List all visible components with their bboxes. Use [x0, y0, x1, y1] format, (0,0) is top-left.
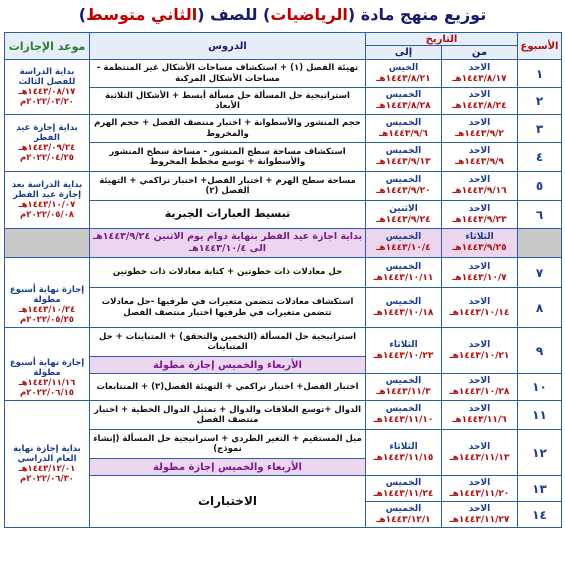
- title-text-1: توزيع منهج مادة (: [347, 5, 487, 24]
- day-to: الخميس: [385, 146, 422, 156]
- day-from: الاحد: [468, 62, 491, 73]
- hijri-date-to: ١٤٤٣/١٢/١هـ: [376, 514, 431, 525]
- hijri-date-to: ١٤٤٣/١١/١٠هـ: [373, 415, 434, 425]
- hijri-date-from: ١٤٤٣/٩/١٦هـ: [452, 186, 507, 196]
- header-week: الأسبوع: [518, 33, 562, 60]
- hijri-date-from: ١٤٤٣/١١/١٣هـ: [449, 452, 510, 463]
- lesson-text: حجم المنشور والأسطوانة + اختبار منتصف الفصل + حجم الهرم والمخروط: [90, 115, 366, 143]
- date-from: [442, 374, 518, 401]
- week-number: ١٢: [518, 430, 562, 476]
- lesson-text: ميل المستقيم + التغير الطردي + استراتيجية حل المسألة (إنشاء نموذج): [90, 430, 366, 459]
- week-number: ٧: [518, 258, 562, 288]
- day-to: الثلاثاء: [389, 339, 418, 350]
- hijri-date-from: ١٤٤٣/١٠/١٤هـ: [449, 307, 510, 318]
- hijri-date-from: ١٤٤٣/١١/٦هـ: [452, 415, 507, 425]
- hijri-date-from: ١٤٤٣/٩/٢هـ: [455, 128, 504, 139]
- day-to: الخميس: [385, 477, 422, 488]
- date-to: [366, 143, 442, 172]
- holiday-empty: [5, 229, 90, 258]
- vacation-note: الأربعاء والخميس إجازة مطولة: [90, 357, 366, 374]
- hijri-date-from: ١٤٤٣/٨/١٧هـ: [452, 73, 507, 84]
- day-from: الاحد: [468, 261, 491, 272]
- week-number: ٩: [518, 328, 562, 374]
- table-row: [5, 60, 562, 88]
- week-number: ٤: [518, 143, 562, 172]
- week-number: ١٠: [518, 374, 562, 401]
- holiday-hijri-date: ١٤٤٣/١٠/٢٤هـ: [18, 305, 76, 315]
- day-from: الاحد: [468, 441, 491, 452]
- day-to: الخميس: [385, 117, 422, 128]
- date-from: [442, 60, 518, 88]
- title-grade: الثاني متوسط: [86, 5, 198, 24]
- holiday-gregorian-date: ٢٠٢٢/٠٦/٣٠م: [20, 474, 74, 484]
- lesson-text: الدوال +توسع العلاقات والدوال + تمثيل الدوال الخطية + اختبار منتصف الفصل: [90, 401, 366, 430]
- day-from: الاحد: [468, 296, 491, 307]
- holiday-gregorian-date: ٢٠٢٢/٠٣/٢٠م: [20, 97, 74, 107]
- hijri-date-to: ١٤٤٣/٨/٢٨هـ: [376, 101, 431, 111]
- lesson-text: تبسيط العبارات الجبرية: [90, 201, 366, 229]
- hijri-date-from: ١٤٤٣/٩/٩هـ: [455, 157, 504, 167]
- hijri-date-to: ١٤٤٣/١٠/١٨هـ: [373, 307, 434, 318]
- date-to: [366, 60, 442, 88]
- date-to: [366, 374, 442, 401]
- date-to: [366, 258, 442, 288]
- holiday-note-2: [5, 115, 90, 172]
- hijri-date-to: ١٤٤٣/٩/١٣هـ: [376, 157, 431, 167]
- week-number: ١٤: [518, 502, 562, 528]
- date-from: [442, 201, 518, 229]
- hijri-date-to: ١٤٤٣/١١/٢٤هـ: [373, 488, 434, 499]
- eid-holiday-row: [5, 229, 562, 258]
- date-from: [442, 328, 518, 374]
- date-to: [366, 401, 442, 430]
- day-from: الاحد: [468, 175, 491, 185]
- date-from: [442, 502, 518, 528]
- hijri-date-to: ١٤٤٣/١٠/٢٣هـ: [373, 350, 434, 361]
- hijri-date-from: ١٤٤٣/١١/٢٠هـ: [449, 488, 510, 499]
- date-to: [366, 476, 442, 502]
- hijri-date-to: ١٤٤٣/١١/١٥هـ: [373, 452, 434, 463]
- date-to: [366, 88, 442, 115]
- day-to: الخميس: [385, 404, 422, 414]
- day-from: الاحد: [468, 117, 491, 128]
- hijri-date-to: ١٤٤٣/٨/٢١هـ: [376, 73, 431, 84]
- holiday-hijri-date: ١٤٤٣/١٢/٠١هـ: [18, 464, 76, 474]
- hijri-date-to: ١٤٤٣/١٠/٤هـ: [376, 243, 431, 253]
- date-to: [366, 328, 442, 374]
- week-number-empty: [518, 229, 562, 258]
- week-number: ٦: [518, 201, 562, 229]
- holiday-hijri-date: ١٤٤٣/٠٨/١٧هـ: [18, 87, 76, 97]
- date-to: [366, 229, 442, 258]
- hijri-date-from: ١٤٤٣/٩/٢٣هـ: [452, 214, 507, 225]
- lesson-text: حل معادلات ذات خطوتين + كتابة معادلات ذات خطوتين: [90, 258, 366, 288]
- title-text-3: ): [78, 5, 87, 24]
- day-to: الخميس: [385, 376, 422, 386]
- holiday-note-6: [5, 401, 90, 528]
- date-from: [442, 288, 518, 328]
- day-to: الاثنين: [389, 203, 418, 214]
- hijri-date-to: ١٤٤٣/٩/٢٤هـ: [376, 214, 431, 225]
- hijri-date-to: ١٤٤٣/٩/٢٠هـ: [376, 186, 431, 196]
- date-to: [366, 115, 442, 143]
- holiday-note-3: [5, 172, 90, 229]
- day-from: الاحد: [468, 503, 491, 514]
- day-to: الخميس: [385, 90, 422, 100]
- date-to: [366, 288, 442, 328]
- hijri-date-from: ١٤٤٣/١٠/٧هـ: [452, 272, 507, 283]
- table-row: [5, 328, 562, 357]
- holiday-gregorian-date: ٢٠٢٢/٠٦/١٥م: [20, 388, 74, 398]
- day-to: الخميس: [385, 232, 422, 242]
- day-from: الاحد: [468, 477, 491, 488]
- holiday-gregorian-date: ٢٠٢٢/٠٥/٠٨م: [20, 210, 74, 220]
- day-from: الاحد: [468, 339, 491, 350]
- vacation-note: الأربعاء والخميس إجازة مطولة: [90, 459, 366, 476]
- hijri-date-from: ١٤٤٣/١١/٢٧هـ: [449, 514, 510, 525]
- date-from: [442, 476, 518, 502]
- holiday-gregorian-date: ٢٠٢٢/٠٤/٢٥م: [20, 153, 74, 163]
- lesson-text: استراتيجية حل المسألة (التخمين والتحقق) + المتباينات + حل المتباينات: [90, 328, 366, 357]
- day-from: الاحد: [468, 146, 491, 156]
- table-row: [5, 115, 562, 143]
- date-from: [442, 143, 518, 172]
- holiday-hijri-date: ١٤٤٣/١٠/٠٧هـ: [18, 200, 76, 210]
- lesson-text: استكشاف مساحة سطح المنشور - مساحة سطح المنشور والأسطوانة + توسع مخطط المخروط: [90, 143, 366, 172]
- day-from: الثلاثاء: [465, 232, 494, 242]
- date-to: [366, 502, 442, 528]
- date-from: [442, 258, 518, 288]
- eid-holiday-text: بداية اجازة عيد الفطر بنهاية دوام يوم الاثنين ١٤٤٣/٩/٢٤هـ الى ١٤٤٣/١٠/٤هـ: [90, 229, 366, 258]
- table-row: [5, 401, 562, 430]
- week-number: ٨: [518, 288, 562, 328]
- exams-label: الاختبارات: [90, 476, 366, 528]
- week-number: ١١: [518, 401, 562, 430]
- lesson-text: اختبار الفصل+ اختبار تراكمي + التهيئة الفصل(٣) + المتتابعات: [90, 374, 366, 401]
- hijri-date-from: ١٤٤٣/٨/٢٤هـ: [452, 101, 507, 111]
- header-to: إلى: [366, 46, 442, 60]
- date-from: [442, 229, 518, 258]
- date-from: [442, 401, 518, 430]
- date-from: [442, 430, 518, 476]
- day-from: الاحد: [468, 90, 491, 100]
- hijri-date-from: ١٤٤٣/٩/٢٥هـ: [452, 243, 507, 253]
- day-from: الاحد: [468, 376, 491, 386]
- header-date: التاريخ: [366, 33, 518, 46]
- lesson-text: مساحة سطح الهرم + اختبار الفصل+ اختبار تراكمي + التهيئة الفصل (٢): [90, 172, 366, 201]
- lesson-text: تهيئة الفصل (١) + استكشاف مساحات الأشكال غير المنتظمة - مساحات الأشكال المركبة: [90, 60, 366, 88]
- day-to: الخميس: [385, 175, 422, 185]
- holiday-hijri-date: ١٤٤٣/٠٩/٢٤هـ: [18, 143, 76, 153]
- header-holidays: موعد الإجازات: [5, 33, 90, 60]
- day-to: الخميس: [385, 296, 422, 307]
- schedule-table: [4, 32, 562, 528]
- holiday-hijri-date: ١٤٤٣/١١/١٦هـ: [18, 378, 76, 388]
- holiday-title: بداية إجازة عيد الفطر: [16, 123, 78, 143]
- day-to: الخيس: [388, 62, 419, 73]
- holiday-note-1: [5, 60, 90, 115]
- hijri-date-from: ١٤٤٣/١٠/٢٨هـ: [449, 387, 510, 397]
- holiday-note-5: [5, 328, 90, 401]
- table-row: [5, 172, 562, 201]
- holiday-title: إجازة نهاية أسبوع مطولة: [9, 358, 85, 378]
- week-number: ٢: [518, 88, 562, 115]
- date-to: [366, 172, 442, 201]
- holiday-gregorian-date: ٢٠٢٢/٠٥/٢٥م: [20, 315, 74, 325]
- hijri-date-to: ١٤٤٣/١١/٣هـ: [376, 387, 431, 397]
- week-number: ١: [518, 60, 562, 88]
- day-from: الاحد: [468, 203, 491, 214]
- page-title: [0, 0, 565, 30]
- date-from: [442, 115, 518, 143]
- hijri-date-to: ١٤٤٣/٩/٦هـ: [379, 128, 428, 139]
- date-to: [366, 430, 442, 476]
- day-to: الخميس: [385, 261, 422, 272]
- holiday-title: بداية الدراسة بعد إجازة عيد الفطر: [11, 180, 83, 200]
- holiday-title: إجازة نهاية أسبوع مطولة: [9, 285, 85, 305]
- title-text-2: ) للصف (: [197, 5, 271, 24]
- lesson-text: استكشاف معادلات تتضمن متغيرات في طرفيها -حل معادلات تتضمن متغيرات في طرفيها اختبار منتصف الفصل: [90, 288, 366, 328]
- holiday-title: بداية إجازة نهاية العام الدراسي: [13, 444, 81, 464]
- day-to: الخميس: [385, 503, 422, 514]
- day-from: الاحد: [468, 404, 491, 414]
- date-from: [442, 172, 518, 201]
- week-number: ٣: [518, 115, 562, 143]
- date-to: [366, 201, 442, 229]
- header-from: من: [442, 46, 518, 60]
- lesson-text: استراتيجية حل المسألة حل مسألة أبسط + الأشكال الثلاثية الأبعاد: [90, 88, 366, 115]
- week-number: ٥: [518, 172, 562, 201]
- day-to: الثلاثاء: [389, 441, 418, 452]
- title-subject: الرياضيات: [270, 5, 348, 24]
- holiday-note-4: [5, 258, 90, 328]
- date-from: [442, 88, 518, 115]
- table-row: [5, 258, 562, 288]
- week-number: ١٣: [518, 476, 562, 502]
- header-lessons: الدروس: [90, 33, 366, 60]
- holiday-title: بداية الدراسة للفصل الثالث: [18, 67, 76, 87]
- hijri-date-from: ١٤٤٣/١٠/٢١هـ: [449, 350, 510, 361]
- hijri-date-to: ١٤٤٣/١٠/١١هـ: [373, 272, 434, 283]
